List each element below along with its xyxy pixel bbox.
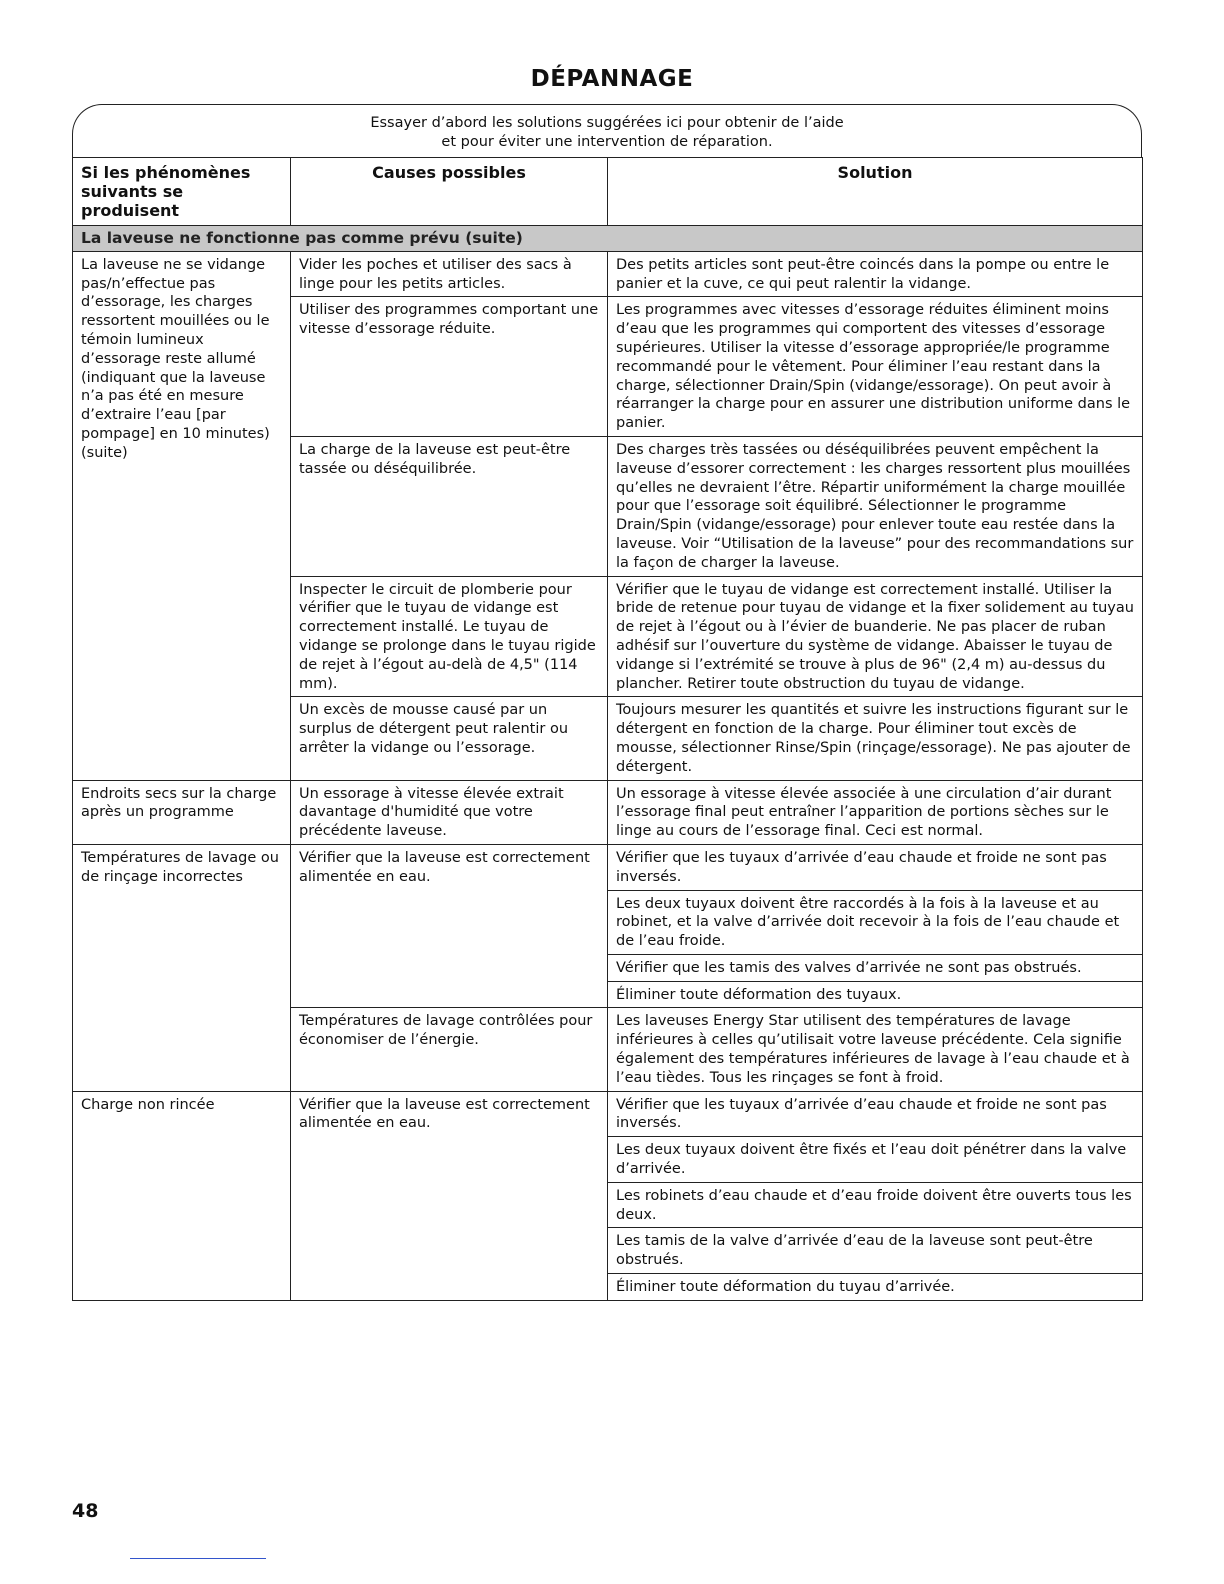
intro-box: [72, 104, 1142, 158]
solution-cell: Des petits articles sont peut-être coincés dans la pompe ou entre le panier et la cuve, ce qui peut ralentir la vidange.: [608, 251, 1143, 297]
cause-cell: Un essorage à vitesse élevée extrait davantage d'humidité que votre précédente laveuse.: [291, 780, 608, 844]
intro-line-1: Essayer d’abord les solutions suggérées ici pour obtenir de l’aide: [370, 115, 844, 131]
symptom-cell: Températures de lavage ou de rinçage incorrectes: [73, 844, 291, 1091]
solution-cell: Vérifier que les tuyaux d’arrivée d’eau chaude et froide ne sont pas inversés.: [608, 1091, 1143, 1137]
cause-cell: La charge de la laveuse est peut-être tassée ou déséquilibrée.: [291, 436, 608, 576]
troubleshooting-table: [72, 157, 1143, 1301]
solution-cell: Les deux tuyaux doivent être fixés et l’eau doit pénétrer dans la valve d’arrivée.: [608, 1137, 1143, 1183]
cause-cell: Températures de lavage contrôlées pour économiser de l’énergie.: [291, 1008, 608, 1091]
solution-cell: Vérifier que les tamis des valves d’arrivée ne sont pas obstrués.: [608, 954, 1143, 981]
solution-cell: Les laveuses Energy Star utilisent des températures de lavage inférieures à celles qu’utilisait votre laveuse précédente. Cela signifie également des températures inférieures de lavage à l’eau chaude et à l’eau tièdes. Tous les rinçages se font à froid.: [608, 1008, 1143, 1091]
section-title: La laveuse ne fonctionne pas comme prévu (suite): [73, 226, 1143, 252]
cause-cell: Utiliser des programmes comportant une vitesse d’essorage réduite.: [291, 297, 608, 437]
solution-cell: Les tamis de la valve d’arrivée d’eau de la laveuse sont peut-être obstrués.: [608, 1228, 1143, 1274]
symptom-cell: La laveuse ne se vidange pas/n’effectue pas d’essorage, les charges ressortent mouillées ou le témoin lumineux d’essorage reste allumé (indiquant que la laveuse n’a pas été en mesure d’extraire l’eau [par pompage] en 10 minutes) (suite): [73, 251, 291, 780]
solution-cell: Un essorage à vitesse élevée associée à une circulation d’air durant l’essorage final peut entraîner l’apparition de portions sèches sur le linge au cours de l’essorage final. Ceci est normal.: [608, 780, 1143, 844]
solution-cell: Les deux tuyaux doivent être raccordés à la fois à la laveuse et au robinet, et la valve d’arrivée doit recevoir à la fois de l’eau chaude et de l’eau froide.: [608, 890, 1143, 954]
header-symptom: Si les phénomènes suivants se produisent: [73, 158, 291, 226]
section-row: [73, 226, 1143, 252]
symptom-cell: Charge non rincée: [73, 1091, 291, 1300]
cause-cell: Vérifier que la laveuse est correctement alimentée en eau.: [291, 844, 608, 1008]
header-causes: Causes possibles: [291, 158, 608, 226]
solution-cell: Des charges très tassées ou déséquilibrées peuvent empêchent la laveuse d’essorer correctement : les charges ressortent plus mouillées qu’elles ne devraient l’être. Répartir uniformément la charge mouillée pour que l’essorage soit équilibré. Sélectionner le programme Drain/Spin (vidange/essorage) pour enlever toute eau restée dans la laveuse. Voir “Utilisation de la laveuse” pour des recommandations sur la façon de charger la laveuse.: [608, 436, 1143, 576]
page-title: DÉPANNAGE: [530, 66, 694, 92]
page-number: 48: [72, 1500, 99, 1522]
solution-cell: Éliminer toute déformation du tuyau d’arrivée.: [608, 1274, 1143, 1301]
solution-cell: Vérifier que les tuyaux d’arrivée d’eau chaude et froide ne sont pas inversés.: [608, 844, 1143, 890]
header-solution: Solution: [608, 158, 1143, 226]
table-row: [73, 780, 1143, 844]
solution-cell: Éliminer toute déformation des tuyaux.: [608, 981, 1143, 1008]
symptom-cell: Endroits secs sur la charge après un programme: [73, 780, 291, 844]
header-row: [73, 158, 1143, 226]
cause-cell: Vider les poches et utiliser des sacs à linge pour les petits articles.: [291, 251, 608, 297]
table-row: [73, 251, 1143, 297]
cause-cell: Inspecter le circuit de plomberie pour vérifier que le tuyau de vidange est correctement installé. Le tuyau de vidange se prolonge dans le tuyau rigide de rejet à l’égout au-delà de 4,5" (114 mm).: [291, 576, 608, 697]
intro-line-2: et pour éviter une intervention de réparation.: [441, 134, 773, 150]
table-row: [73, 844, 1143, 890]
cause-cell: Un excès de mousse causé par un surplus de détergent peut ralentir ou arrêter la vidange ou l’essorage.: [291, 697, 608, 780]
table-row: [73, 1091, 1143, 1137]
cause-cell: Vérifier que la laveuse est correctement alimentée en eau.: [291, 1091, 608, 1300]
solution-cell: Les robinets d’eau chaude et d’eau froide doivent être ouverts tous les deux.: [608, 1182, 1143, 1228]
solution-cell: Vérifier que le tuyau de vidange est correctement installé. Utiliser la bride de retenue pour tuyau de vidange et la fixer solidement au tuyau de rejet à l’égout ou à l’évier de buanderie. Ne pas placer de ruban adhésif sur l’ouverture du système de vidange. Abaisser le tuyau de vidange si l’extrémité se trouve à plus de 96" (2,4 m) au-dessus du plancher. Retirer toute obstruction du tuyau de vidange.: [608, 576, 1143, 697]
footer-divider: [130, 1558, 266, 1559]
solution-cell: Les programmes avec vitesses d’essorage réduites éliminent moins d’eau que les programmes qui comportent des vitesses d’essorage supérieures. Utiliser la vitesse d’essorage appropriée/le programme recommandé pour le vêtement. Pour éliminer l’eau restant dans la charge, sélectionner Drain/Spin (vidange/essorage). On peut avoir à réarranger la charge pour en assurer une distribution uniforme dans le panier.: [608, 297, 1143, 437]
solution-cell: Toujours mesurer les quantités et suivre les instructions figurant sur le détergent en fonction de la charge. Pour éliminer tout excès de mousse, sélectionner Rinse/Spin (rinçage/essorage). Ne pas ajouter de détergent.: [608, 697, 1143, 780]
